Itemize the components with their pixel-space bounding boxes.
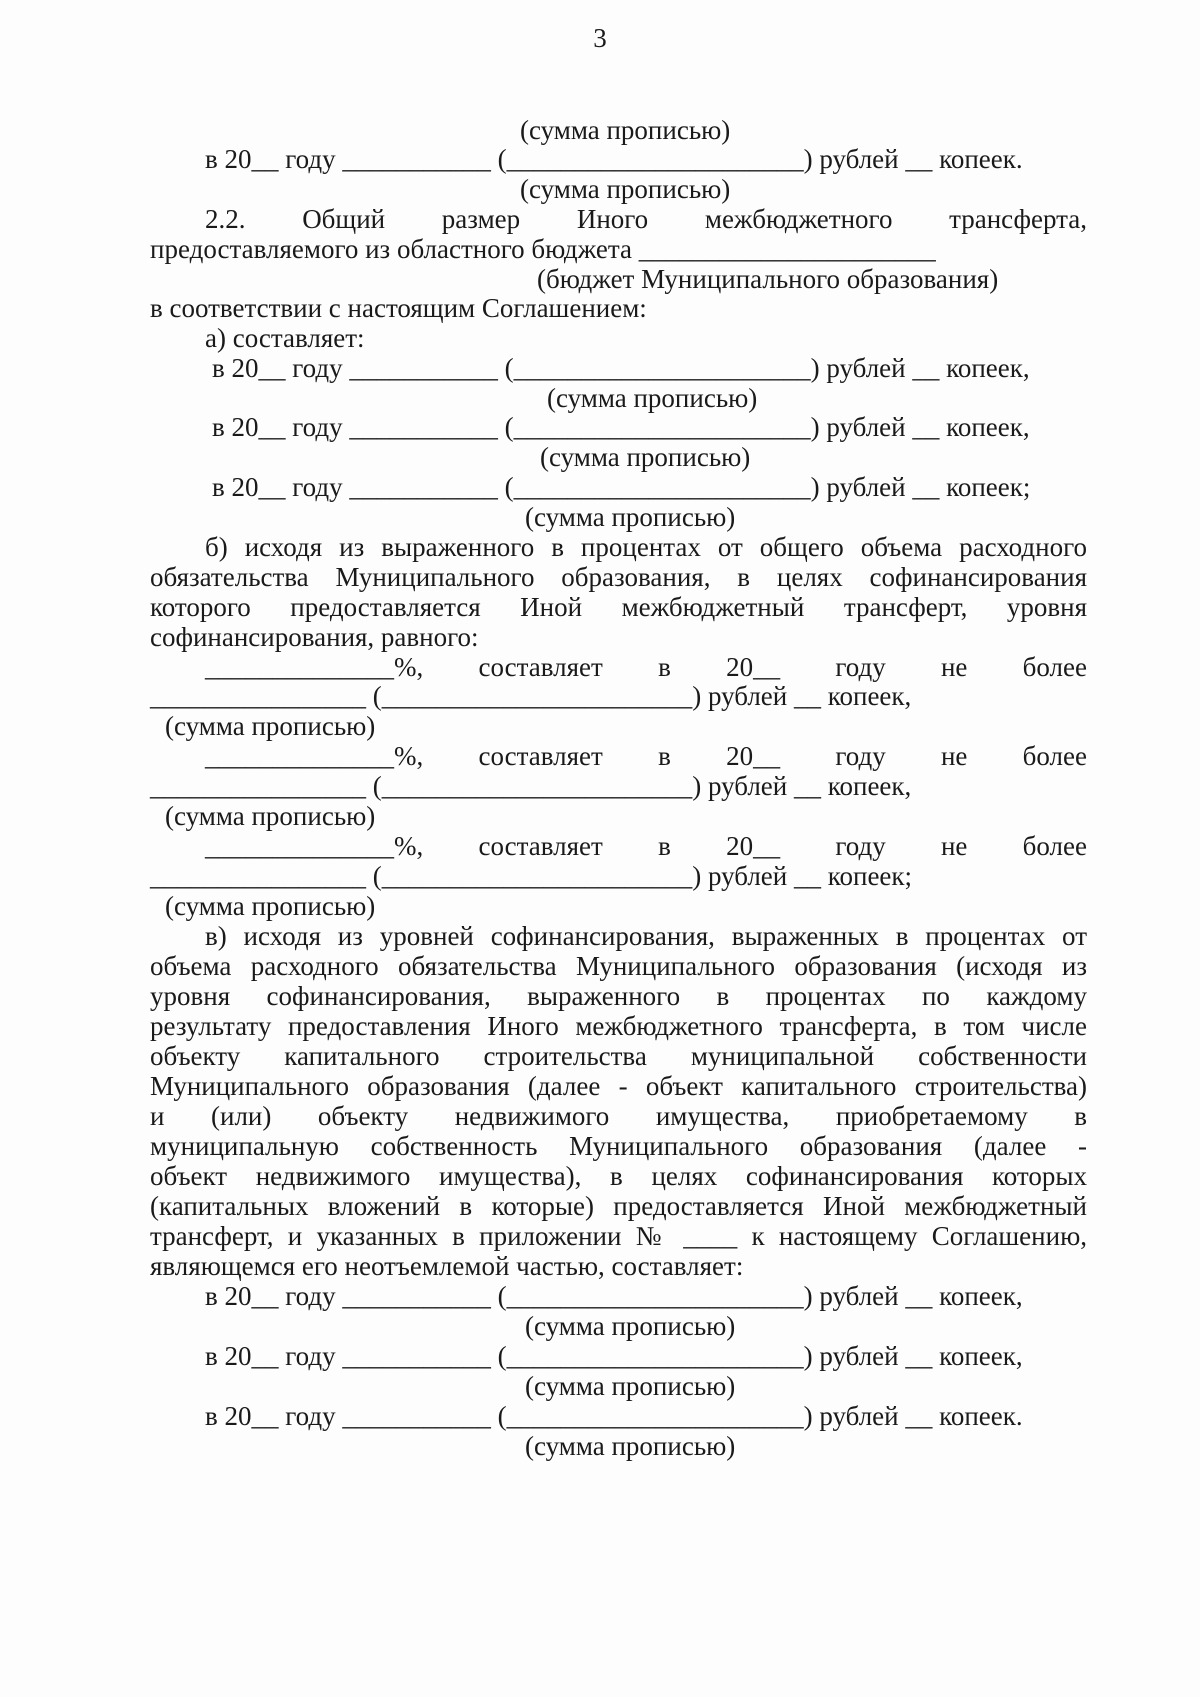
cofinancing-percent-line: ______________%, составляет в 20__ году не более (205, 741, 1087, 771)
clause-2-2-line-3: в соответствии с настоящим Соглашением: (150, 293, 647, 323)
subclause-b-line-1: б) исходя из выраженного в процентах от общего объема расходного (205, 532, 1087, 562)
caption-sum-in-words: (сумма прописью) (540, 442, 751, 472)
year-amount-line: в 20__ году ___________ (______________________) рублей __ копеек, (205, 1281, 1023, 1311)
caption-sum-in-words: (сумма прописью) (525, 502, 736, 532)
subclause-b-line-3: которого предоставляется Иной межбюджетный трансферт, уровня (150, 592, 1087, 622)
subclause-c-line-5: объекту капитального строительства муниципальной собственности (150, 1041, 1087, 1071)
subclause-b-line-4: софинансирования, равного: (150, 622, 479, 652)
year-amount-line: в 20__ году ___________ (______________________) рублей __ копеек, (205, 1341, 1023, 1371)
subclause-c-line-4: результату предоставления Иного межбюджетного трансферта, в том числе (150, 1011, 1087, 1041)
caption-sum-in-words: (сумма прописью) (520, 174, 731, 204)
caption-sum-in-words: (сумма прописью) (165, 711, 376, 741)
subclause-c-line-3: уровня софинансирования, выраженного в процентах по каждому (150, 981, 1087, 1011)
subclause-c-line-2: объема расходного обязательства Муниципального образования (исходя из (150, 951, 1087, 981)
caption-sum-in-words: (сумма прописью) (520, 115, 731, 145)
subclause-c-line-1: в) исходя из уровней софинансирования, выраженных в процентах от (205, 921, 1087, 951)
clause-2-2-line-1: 2.2. Общий размер Иного межбюджетного трансферта, (205, 204, 1087, 234)
subclause-c-line-11: трансферт, и указанных в приложении № ____ к настоящему Соглашению, (150, 1221, 1087, 1251)
cofinancing-sum-line: ________________ (_______________________) рублей __ копеек, (150, 681, 912, 711)
caption-sum-in-words: (сумма прописью) (525, 1371, 736, 1401)
caption-sum-in-words: (сумма прописью) (525, 1311, 736, 1341)
caption-municipal-budget: (бюджет Муниципального образования) (537, 264, 999, 294)
caption-sum-in-words: (сумма прописью) (165, 801, 376, 831)
subclause-c-line-6: Муниципального образования (далее - объект капитального строительства) (150, 1071, 1087, 1101)
caption-sum-in-words: (сумма прописью) (165, 891, 376, 921)
subclause-c-line-9: объект недвижимого имущества), в целях софинансирования которых (150, 1161, 1087, 1191)
cofinancing-percent-line: ______________%, составляет в 20__ году не более (205, 831, 1087, 861)
cofinancing-sum-line: ________________ (_______________________) рублей __ копеек, (150, 771, 912, 801)
subclause-c-line-7: и (или) объекту недвижимого имущества, приобретаемому в (150, 1101, 1087, 1131)
subclause-c-line-12: являющемся его неотъемлемой частью, составляет: (150, 1251, 744, 1281)
year-amount-line: в 20__ году ___________ (______________________) рублей __ копеек. (205, 144, 1023, 174)
caption-sum-in-words: (сумма прописью) (525, 1431, 736, 1461)
subclause-c-line-10: (капитальных вложений в которые) предоставляется Иной межбюджетный (150, 1191, 1087, 1221)
cofinancing-percent-line: ______________%, составляет в 20__ году не более (205, 652, 1087, 682)
year-amount-line: в 20__ году ___________ (______________________) рублей __ копеек; (212, 472, 1031, 502)
subclause-c-line-8: муниципальную собственность Муниципального образования (далее - (150, 1131, 1087, 1161)
page-number: 3 (593, 23, 607, 53)
subclause-b-line-2: обязательства Муниципального образования, в целях софинансирования (150, 562, 1087, 592)
year-amount-line: в 20__ году ___________ (______________________) рублей __ копеек, (212, 353, 1030, 383)
clause-2-2-line-2: предоставляемого из областного бюджета ______________________ (150, 234, 936, 264)
year-amount-line: в 20__ году ___________ (______________________) рублей __ копеек, (212, 412, 1030, 442)
cofinancing-sum-line: ________________ (_______________________) рублей __ копеек; (150, 861, 913, 891)
year-amount-line: в 20__ году ___________ (______________________) рублей __ копеек. (205, 1401, 1023, 1431)
caption-sum-in-words: (сумма прописью) (547, 383, 758, 413)
subclause-a-heading: а) составляет: (205, 323, 365, 353)
